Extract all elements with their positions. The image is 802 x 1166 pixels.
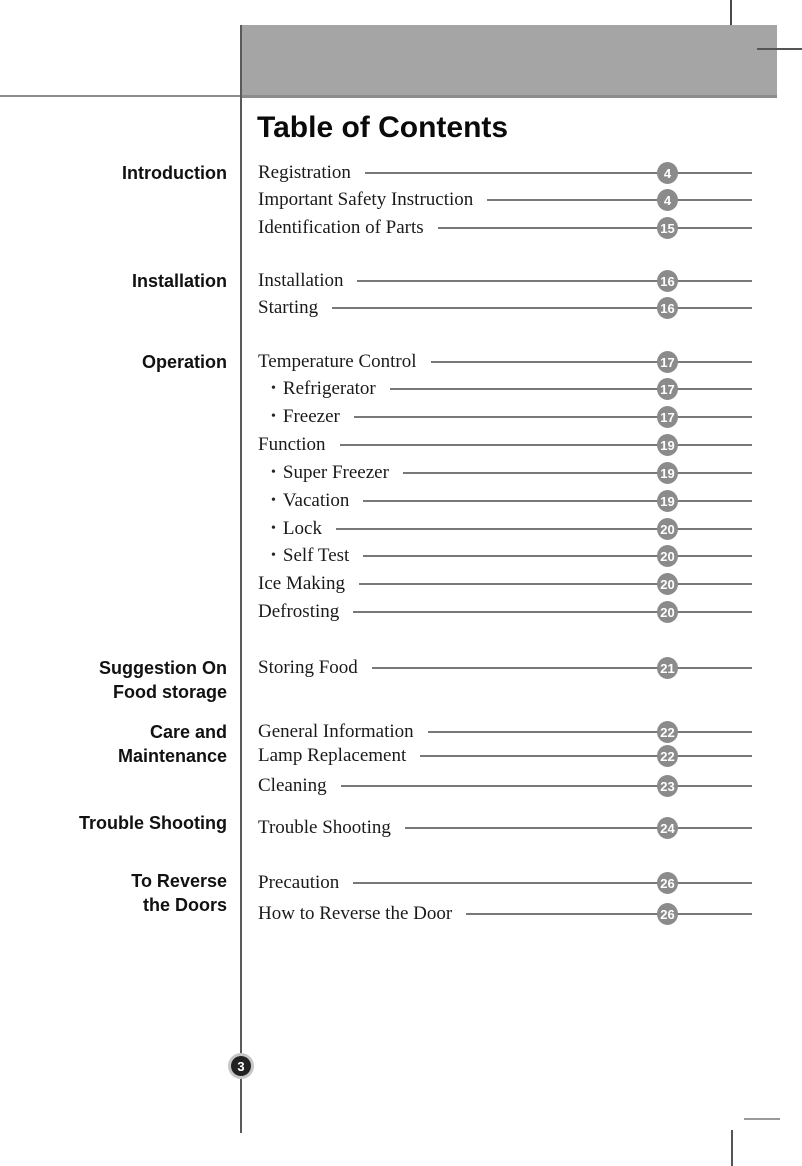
page-number-badge: 21 bbox=[657, 657, 678, 679]
bullet-icon: • bbox=[271, 465, 276, 480]
toc-row bbox=[258, 871, 752, 895]
toc-entry-label: Refrigerator bbox=[282, 378, 376, 399]
toc-row bbox=[258, 902, 752, 926]
section-label-line: Installation bbox=[131, 271, 227, 291]
section-label bbox=[132, 269, 227, 293]
crop-mark-right bbox=[757, 48, 802, 50]
toc-row bbox=[258, 350, 752, 374]
toc-row bbox=[258, 188, 752, 212]
page-number-badge: 4 bbox=[657, 162, 678, 184]
page-number-badge: 20 bbox=[657, 518, 678, 540]
leader-line bbox=[357, 280, 752, 282]
header-rule-left bbox=[0, 95, 241, 97]
section-label-line: the Doors bbox=[142, 895, 227, 915]
toc-row bbox=[258, 489, 752, 513]
toc-row bbox=[258, 433, 752, 457]
toc-entry-label: Function bbox=[258, 434, 326, 455]
page-number-badge: 19 bbox=[657, 434, 678, 456]
leader-line bbox=[359, 583, 752, 585]
leader-line bbox=[466, 913, 752, 915]
leader-line bbox=[332, 307, 752, 309]
section-label bbox=[142, 350, 227, 374]
page-number-badge: 16 bbox=[657, 270, 678, 292]
leader-line bbox=[431, 361, 752, 363]
toc-entry-label: Temperature Control bbox=[258, 351, 417, 372]
toc-row bbox=[258, 517, 752, 541]
toc-row bbox=[258, 656, 752, 680]
header-band bbox=[241, 25, 777, 98]
section-label-line: To Reverse bbox=[131, 871, 227, 891]
bullet-icon: • bbox=[271, 381, 276, 396]
toc-entry-label: How to Reverse the Door bbox=[258, 903, 453, 924]
page-number-badge: 17 bbox=[657, 351, 678, 373]
crop-mark-bottom-horizontal bbox=[744, 1118, 780, 1120]
section-label bbox=[131, 869, 227, 917]
toc-entry-label: Starting bbox=[258, 297, 319, 318]
toc-row bbox=[258, 161, 752, 185]
bullet-icon: • bbox=[271, 409, 276, 424]
page-number-badge: 23 bbox=[657, 775, 678, 797]
toc-entry-label: Registration bbox=[258, 162, 351, 183]
page-number-indicator bbox=[228, 1053, 254, 1079]
toc-row bbox=[258, 296, 752, 320]
toc-entry-label: Important Safety Instruction bbox=[258, 189, 474, 210]
toc-row bbox=[258, 744, 752, 768]
section-label bbox=[118, 720, 227, 768]
leader-line bbox=[420, 755, 752, 757]
leader-line bbox=[365, 172, 752, 174]
bullet-icon: • bbox=[271, 521, 276, 536]
page-number-badge: 20 bbox=[657, 573, 678, 595]
toc-row bbox=[258, 461, 752, 485]
toc-row bbox=[258, 405, 752, 429]
section-label bbox=[122, 161, 227, 185]
page-number-badge: 26 bbox=[657, 872, 678, 894]
toc-entry-label: General Information bbox=[258, 721, 414, 742]
section-label-line: Maintenance bbox=[117, 746, 227, 766]
leader-line bbox=[363, 500, 752, 502]
leader-line bbox=[353, 611, 752, 613]
leader-line bbox=[341, 785, 752, 787]
toc-entry-label: Ice Making bbox=[258, 573, 346, 594]
toc-entry-label: Identification of Parts bbox=[258, 217, 424, 238]
toc-entry-label: Freezer bbox=[282, 406, 340, 427]
leader-line bbox=[403, 472, 752, 474]
toc-entry-label: Vacation bbox=[282, 490, 350, 511]
leader-line bbox=[340, 444, 752, 446]
toc-entry-label: Storing Food bbox=[258, 657, 358, 678]
section-label-line: Introduction bbox=[122, 163, 227, 183]
toc-entry-label: Precaution bbox=[258, 872, 340, 893]
page-number-badge: 19 bbox=[657, 462, 678, 484]
page-number-badge: 19 bbox=[657, 490, 678, 512]
bullet-icon: • bbox=[271, 493, 276, 508]
page-number-badge: 15 bbox=[657, 217, 678, 239]
leader-line bbox=[390, 388, 752, 390]
page-title: Table of Contents bbox=[257, 111, 509, 144]
page-number-badge: 22 bbox=[657, 745, 678, 767]
leader-line bbox=[428, 731, 752, 733]
crop-mark-bottom-vertical bbox=[731, 1130, 733, 1166]
leader-line bbox=[336, 528, 752, 530]
toc-row bbox=[258, 572, 752, 596]
section-label bbox=[99, 656, 227, 704]
toc-entry-label: Lock bbox=[282, 518, 322, 539]
leader-line bbox=[405, 827, 752, 829]
bullet-icon: • bbox=[271, 548, 276, 563]
toc-entry-label: Defrosting bbox=[258, 601, 340, 622]
leader-line bbox=[487, 199, 752, 201]
page-number-badge: 20 bbox=[657, 545, 678, 567]
page-number-badge: 20 bbox=[657, 601, 678, 623]
page-number-value: 3 bbox=[231, 1056, 251, 1076]
toc-row bbox=[258, 377, 752, 401]
leader-line bbox=[354, 416, 752, 418]
section-label-line: Food storage bbox=[112, 682, 227, 702]
section-label-line: Trouble Shooting bbox=[79, 813, 227, 833]
section-label-line: Care and bbox=[149, 722, 227, 742]
section-label bbox=[79, 811, 227, 835]
leader-line bbox=[438, 227, 752, 229]
toc-entry-label: Lamp Replacement bbox=[258, 745, 407, 766]
leader-line bbox=[363, 555, 752, 557]
section-label-line: Suggestion On bbox=[99, 658, 227, 678]
page-number-badge: 26 bbox=[657, 903, 678, 925]
page-number-badge: 4 bbox=[657, 189, 678, 211]
page-number-badge: 22 bbox=[657, 721, 678, 743]
section-label-line: Operation bbox=[141, 352, 227, 372]
toc-row bbox=[258, 544, 752, 568]
page-number-badge: 24 bbox=[657, 817, 678, 839]
toc-entry-label: Trouble Shooting bbox=[258, 817, 391, 838]
page-number-badge: 16 bbox=[657, 297, 678, 319]
toc-row bbox=[258, 816, 752, 840]
page-number-badge: 17 bbox=[657, 406, 678, 428]
leader-line bbox=[353, 882, 752, 884]
leader-line bbox=[372, 667, 752, 669]
column-divider-line bbox=[240, 25, 242, 1133]
toc-row bbox=[258, 269, 752, 293]
toc-entry-label: Super Freezer bbox=[282, 462, 389, 483]
toc-entry-label: Self Test bbox=[282, 545, 350, 566]
toc-entry-label: Installation bbox=[258, 270, 344, 291]
toc-row bbox=[258, 774, 752, 798]
toc-row bbox=[258, 216, 752, 240]
page-number-badge: 17 bbox=[657, 378, 678, 400]
crop-mark-top bbox=[730, 0, 732, 25]
toc-entry-label: Cleaning bbox=[258, 775, 327, 796]
toc-row bbox=[258, 720, 752, 744]
toc-row bbox=[258, 600, 752, 624]
